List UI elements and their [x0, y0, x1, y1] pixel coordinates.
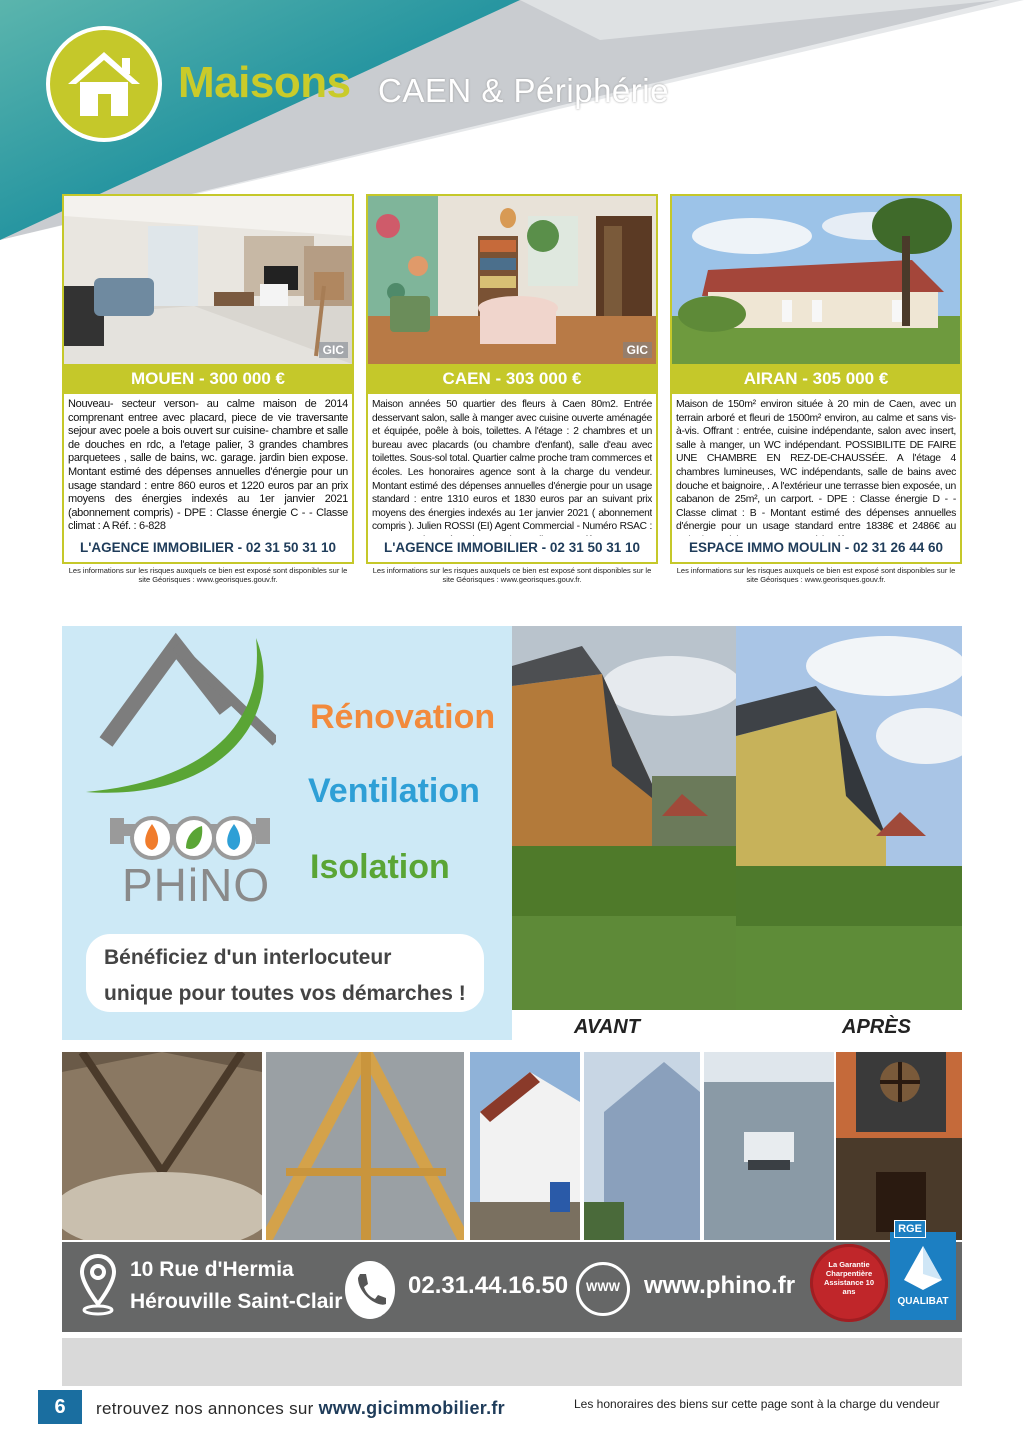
address-line-1: 10 Rue d'Hermia	[130, 1258, 294, 1281]
agency-contact: ESPACE IMMO MOULIN - 02 31 26 44 60	[688, 540, 944, 555]
gallery-roof-window	[836, 1052, 962, 1240]
listing-description: Maison années 50 quartier des fleurs à Caen 80m2. Entrée desservant salon, salle à manger avec cuisine ouverte aménagée et équipée, poêle à bois, toilettes. A l'étage : 2 chambres et un bureau avec placards (ou chambre d'enfant), salle d'eau avec toilettes. Sous-sol total. Quartier calme proche tram commerces et écoles. Les honoraires agence sont à la charge du vendeur. Montant estimé des dépenses annuelles d'énergie pour un usage standard : entre 1310 euros et 1830 euros par an suivant prix moyens des énergies indexés au 1er janvier 2021 ( abonnement compris ). Julien ROSSI (EI) Agent Commercial - Numéro RSAC :	[372, 399, 652, 533]
after-label: APRÈS	[842, 1016, 911, 1038]
phone-icon	[344, 1260, 396, 1320]
footer-honoraires: Les honoraires des biens sur cette page sont à la charge du vendeur	[574, 1397, 940, 1411]
before-photo	[512, 626, 736, 1010]
house-icon	[50, 30, 158, 138]
phone-number[interactable]: 02.31.44.16.50	[408, 1272, 569, 1299]
address-line-2: Hérouville Saint-Clair	[130, 1290, 343, 1313]
gic-watermark: GIC	[623, 342, 652, 358]
page-number: 6	[38, 1390, 82, 1424]
listing-card-mouen[interactable]	[62, 194, 354, 564]
footer-site-link[interactable]: www.gicimmobilier.fr	[318, 1398, 505, 1418]
qualibat-label: QUALIBAT	[897, 1296, 949, 1307]
guarantee-seal-text: La Garantie Charpentière Assistance 10 ans	[823, 1260, 875, 1296]
grey-strip	[62, 1338, 962, 1386]
listing-heading: MOUEN - 300 000 €	[64, 364, 352, 394]
listing-photo-dining-room	[368, 196, 656, 364]
gallery-attic-insulation	[62, 1052, 262, 1240]
listing-legal-note: Les informations sur les risques auxquels ce bien est exposé sont disponibles sur le site Géorisques : www.georisques.gouv.fr.	[676, 566, 956, 584]
rge-label: RGE	[894, 1220, 926, 1238]
agency-contact: L'AGENCE IMMOBILIER - 02 31 50 31 10	[383, 540, 641, 555]
gallery-siding	[584, 1052, 700, 1240]
agency-contact: L'AGENCE IMMOBILIER - 02 31 50 31 10	[79, 540, 337, 555]
phino-brand: PHiNO	[122, 859, 271, 911]
listing-description: Nouveau- secteur verson- au calme maison de 2014 comprenant entree avec placard, piece de vie traversante sejour avec poele a bois ouvert sur cuisine- chambre et salle de douches en rdc, a l'etage palier, 3 grandes chambres parquetees , salle de bains, wc. garage. jardin bien expose. Montant estimé des dépenses annuelles d'énergie pour un usage standard : entre 860 euros et 1220 euros par an prix moyens des énergies indexés au 1er janvier 2021 (abonnement compris) - DPE : Classe énergie C - - Classe climat : A Réf. : 6-828	[68, 398, 348, 533]
footer-retrouvez	[96, 1398, 505, 1419]
globe-icon-label: WWW	[586, 1280, 620, 1294]
gallery-roof-vent	[704, 1052, 834, 1240]
listing-photo-house-exterior	[672, 196, 960, 364]
gallery-white-house	[470, 1052, 580, 1240]
tagline-line-2: unique pour toutes vos démarches !	[104, 982, 466, 1005]
listing-legal-note: Les informations sur les risques auxquels ce bien est exposé sont disponibles sur le site Géorisques : www.georisques.gouv.fr.	[68, 566, 348, 584]
listing-card-airan[interactable]	[670, 194, 962, 564]
listing-heading: CAEN - 303 000 €	[368, 364, 656, 394]
gallery-roof-frame	[266, 1052, 464, 1240]
after-photo	[736, 626, 962, 1010]
phino-roof-logo	[76, 632, 276, 832]
footer-retrouvez-prefix: retrouvez nos annonces sur	[96, 1399, 319, 1418]
energy-drops-icon	[110, 814, 270, 862]
tagline-line-1: Bénéficiez d'un interlocuteur	[104, 946, 392, 969]
tagline	[104, 940, 484, 1012]
listing-card-caen[interactable]	[366, 194, 658, 564]
before-label: AVANT	[574, 1016, 640, 1038]
website-link[interactable]: www.phino.fr	[644, 1272, 796, 1299]
map-pin-icon	[80, 1254, 116, 1316]
listing-legal-note: Les informations sur les risques auxquels ce bien est exposé sont disponibles sur le site Géorisques : www.georisques.gouv.fr.	[372, 566, 652, 584]
page-title: Maisons	[178, 58, 351, 107]
gic-watermark: GIC	[319, 342, 348, 358]
service-isolation: Isolation	[310, 848, 450, 886]
service-renovation: Rénovation	[310, 698, 496, 736]
service-ventilation: Ventilation	[308, 772, 480, 810]
listing-photo-living-room	[64, 196, 352, 364]
listing-heading: AIRAN - 305 000 €	[672, 364, 960, 394]
page-subtitle: CAEN & Périphérie	[378, 72, 669, 109]
home-badge	[50, 30, 158, 138]
qualibat-diamond-icon	[902, 1244, 944, 1292]
listing-description: Maison de 150m² environ située à 20 min de Caen, avec un terrain arboré et fleuri de 1500m² environ, au calme et sans vis-à-vis. Offrant : entrée, cuisine indépendante, salon avec insert, salle à manger, un WC indépendant. POSSIBILITE DE FAIRE UNE CHAMBRE EN REZ-DE-CHAUSSÉE. A l'étage 4 chambres lumineuses, WC indépendants, salle de bains avec douche et baignoire, . A l'extérieur une terrasse bien exposée, un cabanon de 25m², un carport. - DPE : Classe énergie D - - Classe climat : B - Montant estimé des dépenses annuelles d'énergie pour un usage standard entre 1838€ et 2486€ au	[676, 399, 956, 533]
